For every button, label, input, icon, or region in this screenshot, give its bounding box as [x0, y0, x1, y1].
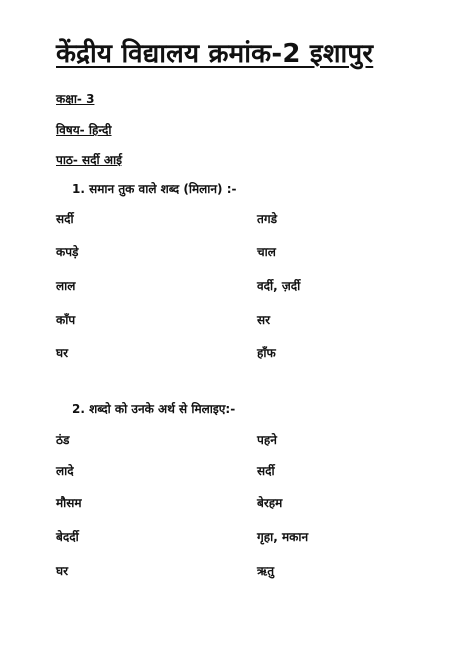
- section2-heading: 2. शब्दो को उनके अर्थ से मिलाइए:-: [72, 402, 236, 416]
- meaning-left-word: घर: [56, 564, 69, 578]
- match-row: [0, 277, 474, 297]
- meaning-row: [0, 528, 474, 548]
- match-left-word: लाल: [56, 279, 76, 293]
- section1-heading: 1. समान तुक वाले शब्द (मिलान) :-: [72, 182, 237, 196]
- match-right-word: सर: [257, 313, 271, 327]
- meaning-right-word: ऋतु: [257, 564, 275, 578]
- meaning-row: [0, 431, 474, 451]
- meaning-left-word: मौसम: [56, 496, 82, 510]
- match-row: [0, 243, 474, 263]
- meaning-right-word: बेरहम: [257, 496, 283, 510]
- meaning-left-word: लादे: [56, 464, 74, 478]
- match-left-word: घर: [56, 346, 69, 360]
- meaning-right-word: गृहा, मकान: [257, 530, 309, 544]
- match-left-word: सर्दी: [56, 212, 74, 226]
- match-right-word: चाल: [257, 245, 276, 259]
- match-right-word: वर्दी, ज़र्दी: [257, 279, 301, 293]
- match-row: [0, 344, 474, 364]
- meaning-row: [0, 494, 474, 514]
- meaning-right-word: पहने: [257, 433, 277, 447]
- meaning-left-word: ठंड: [56, 433, 70, 447]
- school-title: केंद्रीय विद्यालय क्रमांक-2 इशापुर: [56, 39, 374, 69]
- meaning-row: [0, 562, 474, 582]
- lesson-label: पाठ- सर्दी आई: [56, 153, 122, 167]
- class-label: कक्षा- 3: [56, 92, 95, 106]
- meaning-row: [0, 462, 474, 482]
- meaning-left-word: बेदर्दी: [56, 530, 79, 544]
- match-row: [0, 210, 474, 230]
- match-row: [0, 311, 474, 331]
- match-right-word: तगडे: [257, 212, 278, 226]
- match-left-word: काँप: [56, 313, 76, 327]
- match-right-word: हाँफ: [257, 346, 276, 360]
- meaning-right-word: सर्दी: [257, 464, 275, 478]
- match-left-word: कपड़े: [56, 245, 79, 259]
- subject-label: विषय- हिन्दी: [56, 123, 112, 137]
